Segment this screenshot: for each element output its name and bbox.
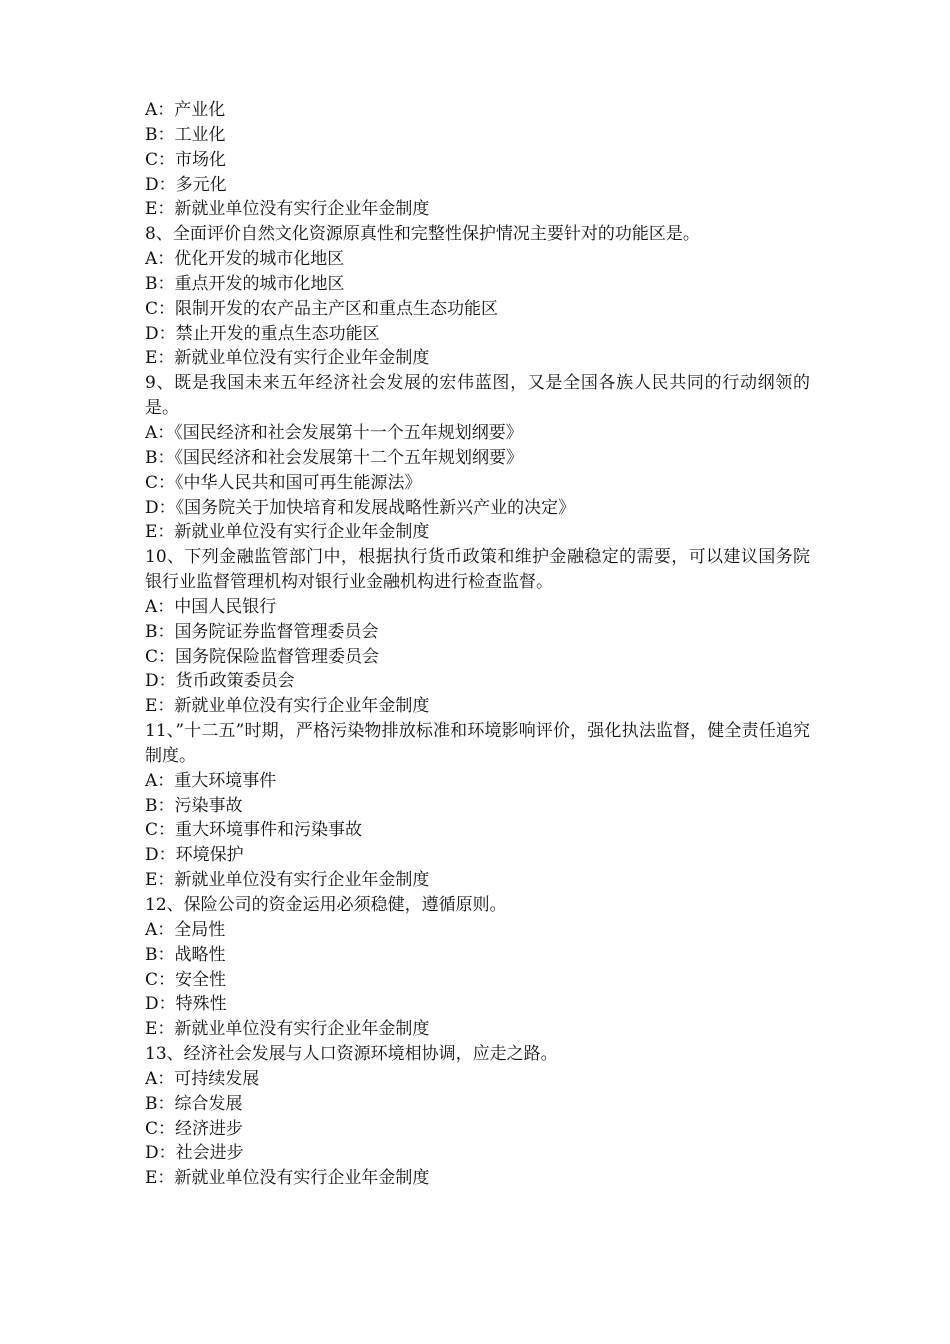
option-d: D：多元化 [145,174,227,195]
option-e: E：新就业单位没有实行企业年金制度 [145,1019,430,1040]
option-a: A：全局性 [145,919,226,940]
option-a: A：《国民经济和社会发展第十一个五年规划纲要》 [145,422,523,443]
option-b: B：工业化 [145,124,226,145]
option-a: A：优化开发的城市化地区 [145,249,345,270]
option-e: E：新就业单位没有实行企业年金制度 [145,348,430,369]
option-c: C：市场化 [145,149,227,170]
option-b: B：综合发展 [145,1093,243,1114]
option-a: A：产业化 [145,100,226,120]
option-e: E：新就业单位没有实行企业年金制度 [145,1168,430,1189]
option-e: E：新就业单位没有实行企业年金制度 [145,870,430,891]
question-10: 10、下列金融监管部门中，根据执行货币政策和维护金融稳定的需要，可以建议国务院银行业监督管理机构对银行业金融机构进行检查监督。 [145,547,810,593]
option-c: C：安全性 [145,969,227,990]
option-a: A：重大环境事件 [145,770,277,791]
option-d: D：社会进步 [145,1143,244,1164]
option-e: E：新就业单位没有实行企业年金制度 [145,696,430,717]
option-b: B：国务院证券监督管理委员会 [145,621,379,642]
option-d: D：货币政策委员会 [145,671,295,692]
option-b: B：重点开发的城市化地区 [145,273,345,294]
option-c: C：国务院保险监督管理委员会 [145,646,380,667]
option-a: A：可持续发展 [145,1068,260,1089]
option-c: C：限制开发的农产品主产区和重点生态功能区 [145,298,499,319]
question-11: 11、”十二五”时期，严格污染物排放标准和环境影响评价，强化执法监督，健全责任追究制度。 [145,721,810,766]
question-13: 13、经济社会发展与人口资源环境相协调，应走之路。 [145,1044,558,1065]
option-c: C：重大环境事件和污染事故 [145,820,363,841]
option-d: D：《国务院关于加快培育和发展战略性新兴产业的决定》 [145,497,576,518]
document-body [145,98,810,1191]
option-d: D：禁止开发的重点生态功能区 [145,323,380,344]
option-c: C：经济进步 [145,1118,244,1139]
option-d: D：环境保护 [145,845,244,866]
option-b: B：战略性 [145,944,226,965]
question-9: 9、既是我国未来五年经济社会发展的宏伟蓝图，又是全国各族人民共同的行动纲领的是。 [145,373,810,419]
option-b: B：《国民经济和社会发展第十二个五年规划纲要》 [145,447,523,468]
question-12: 12、保险公司的资金运用必须稳健，遵循原则。 [145,895,507,915]
option-e: E：新就业单位没有实行企业年金制度 [145,199,430,220]
option-e: E：新就业单位没有实行企业年金制度 [145,522,430,543]
option-c: C：《中华人民共和国可再生能源法》 [145,472,422,493]
option-a: A：中国人民银行 [145,596,277,617]
option-d: D：特殊性 [145,994,227,1015]
question-8: 8、全面评价自然文化资源原真性和完整性保护情况主要针对的功能区是。 [145,224,700,245]
option-b: B：污染事故 [145,795,243,816]
